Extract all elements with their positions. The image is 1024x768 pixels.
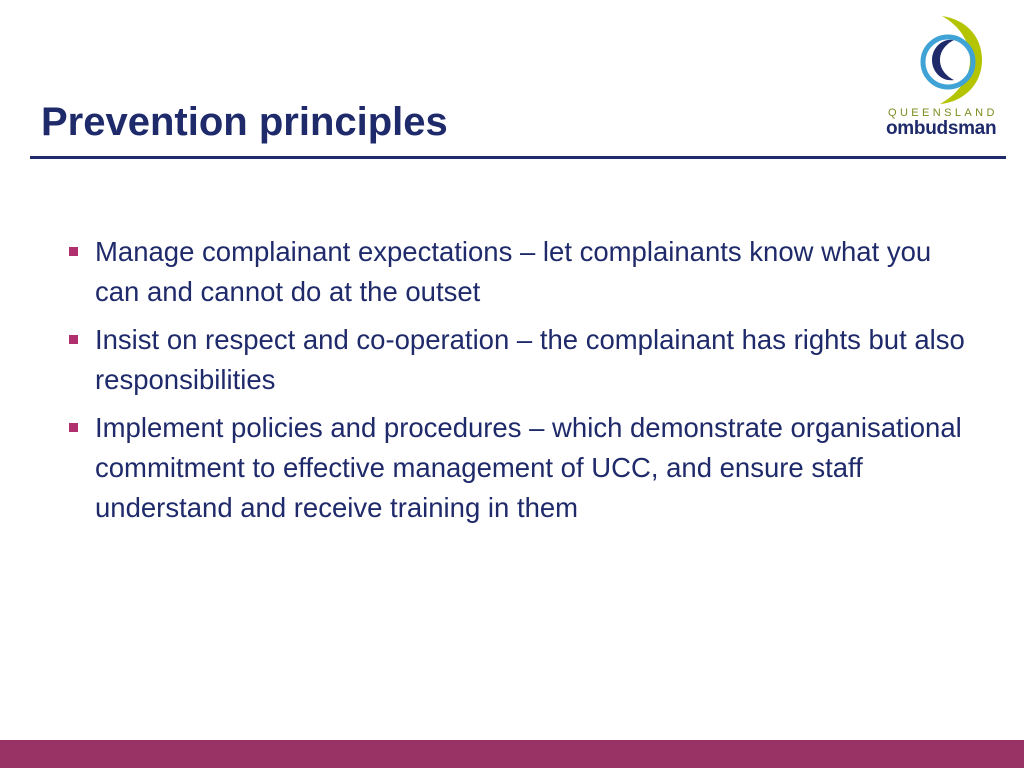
footer-bar: [0, 740, 1024, 768]
title-underline: [30, 156, 1006, 159]
bullet-text: Manage complainant expectations – let complainants know what you can and cannot do at the outset: [95, 236, 932, 307]
bullet-item: [66, 232, 966, 312]
logo-text-ombudsman: ombudsman: [886, 118, 997, 139]
bullet-text: Insist on respect and co-operation – the complainant has rights but also responsibilities: [95, 324, 965, 395]
bullet-square-icon: [69, 247, 78, 256]
slide-content: [66, 232, 966, 536]
bullet-item: [66, 408, 966, 528]
ombudsman-crescent-logo-icon: [912, 14, 984, 106]
bullet-text: Implement policies and procedures – which demonstrate organisational commitment to effective management of UCC, and ensure staff understand and receive training in them: [95, 412, 962, 523]
queensland-ombudsman-logo: [880, 14, 1012, 150]
bullet-list: [66, 232, 966, 528]
logo-text-queensland: QUEENSLAND: [888, 107, 998, 119]
bullet-square-icon: [69, 335, 78, 344]
bullet-square-icon: [69, 423, 78, 432]
slide-title: Prevention principles: [41, 100, 448, 144]
bullet-item: [66, 320, 966, 400]
